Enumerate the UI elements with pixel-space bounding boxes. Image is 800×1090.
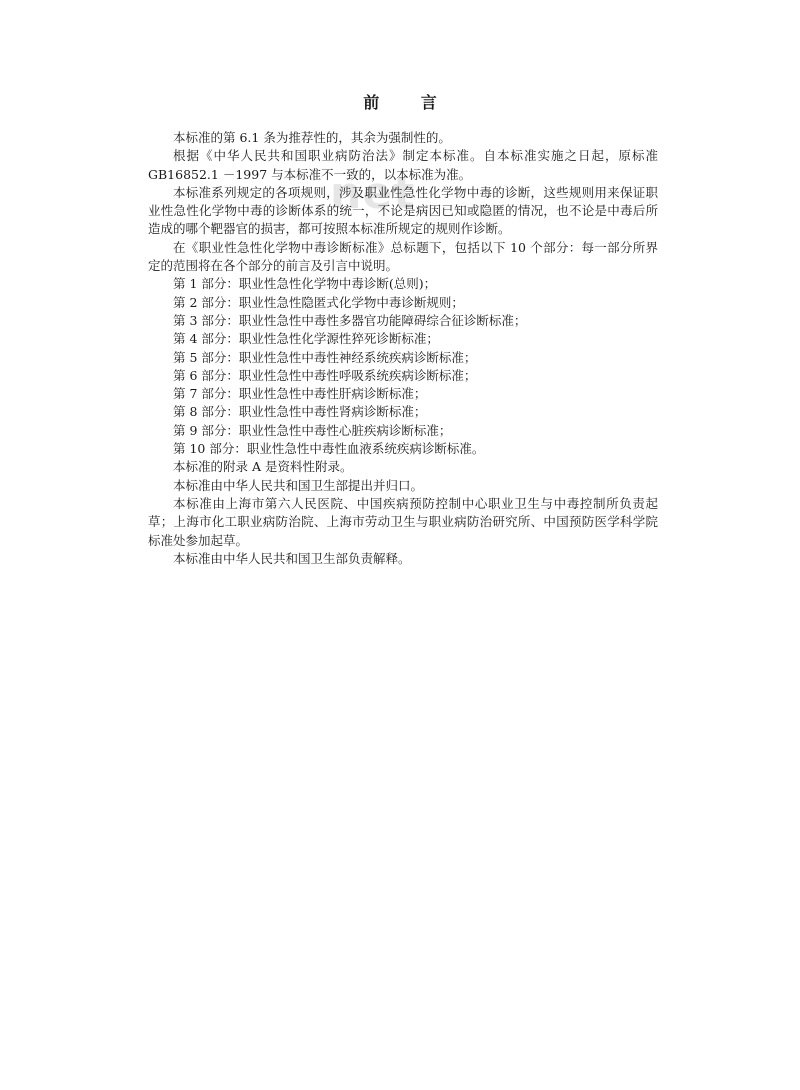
part-list-item: 第 1 部分：职业性急性化学物中毒诊断(总则)； — [173, 276, 437, 292]
body-text — [148, 129, 658, 568]
part-list-item: 第 10 部分：职业性急性中毒性血液系统疾病诊断标准。 — [173, 441, 485, 457]
paragraph-recommended-clause: 本标准的第 6.1 条为推荐性的，其余为强制性的。 — [173, 130, 451, 145]
paragraph-parts-intro: 在《职业性急性化学物中毒诊断标准》总标题下，包括以下 10 个部分：每一部分所界定的范围将在各个部分的前言及引言中说明。 — [148, 239, 658, 274]
part-list-item: 第 7 部分：职业性急性中毒性肝病诊断标准； — [173, 386, 427, 402]
paragraph-proposer: 本标准由中华人民共和国卫生部提出并归口。 — [173, 477, 424, 493]
paragraph-rules-scope: 本标准系列规定的各项规则，涉及职业性急性化学物中毒的诊断，这些规则用来保证职业性急性化学物中毒的诊断体系的统一，不论是病因已知或隐匿的情况，也不论是中毒后所造成的哪个靶器官的损害，都可按照本标准所规定的规则作诊断。 — [148, 184, 658, 237]
part-list-item: 第 8 部分：职业性急性中毒性肾病诊断标准； — [173, 404, 427, 420]
part-list-item: 第 3 部分：职业性急性中毒性多器官功能障碍综合征诊断标准； — [173, 312, 527, 328]
part-list-item: 第 9 部分：职业性急性中毒性心脏疾病诊断标准； — [173, 422, 452, 438]
part-list-item: 第 6 部分：职业性急性中毒性呼吸系统疾病诊断标准； — [173, 367, 477, 383]
part-list-item: 第 2 部分：职业性急性隐匿式化学物中毒诊断规则； — [173, 294, 464, 310]
paragraph-interpretation: 本标准由中华人民共和国卫生部负责解释。 — [173, 550, 411, 566]
part-list-item: 第 4 部分：职业性急性化学源性猝死诊断标准； — [173, 331, 439, 347]
part-list-item: 第 5 部分：职业性急性中毒性神经系统疾病诊断标准； — [173, 349, 477, 365]
watermark: net — [330, 168, 416, 219]
page-title: 前 言 — [363, 93, 455, 112]
paragraph-legal-basis: 根据《中华人民共和国职业病防治法》制定本标准。自本标准实施之日起，原标准 GB16852.1 －1997 与本标准不一致的，以本标准为准。 — [148, 148, 658, 182]
paragraph-appendix-note: 本标准的附录 A 是资料性附录。 — [173, 459, 353, 475]
paragraph-drafters: 本标准由上海市第六人民医院、中国疾病预防控制中心职业卫生与中毒控制所负责起草；上海市化工职业病防治院、上海市劳动卫生与职业病防治研究所、中国预防医学科学院标准处参加起草。 — [148, 495, 658, 548]
